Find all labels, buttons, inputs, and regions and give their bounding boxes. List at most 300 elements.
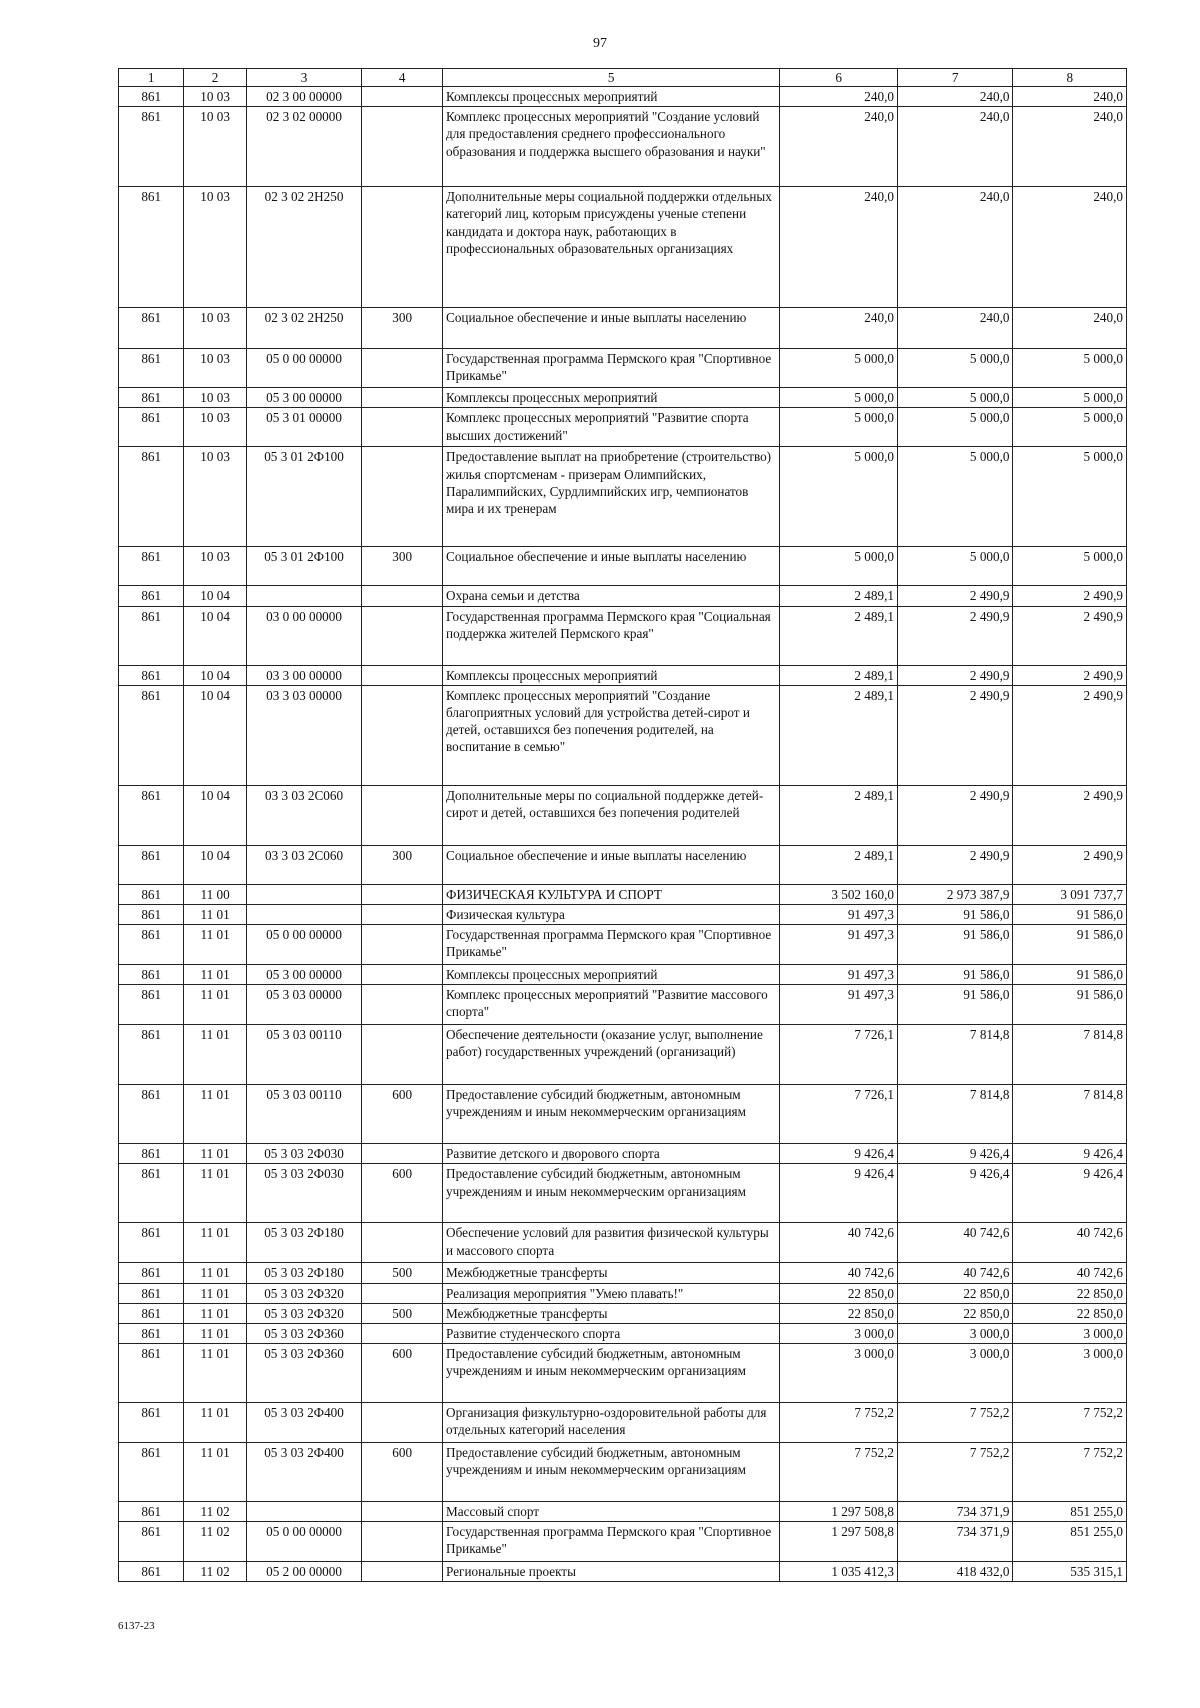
target-article-cell: 02 3 00 00000	[246, 87, 362, 107]
table-row	[119, 1403, 1127, 1443]
section-code-cell: 10 03	[184, 187, 246, 308]
expense-type-cell	[362, 1403, 443, 1443]
target-article-cell: 05 3 03 2Ф400	[246, 1443, 362, 1502]
amount-cell-year2: 91 586,0	[897, 925, 1013, 965]
amount-cell-year3: 3 000,0	[1013, 1344, 1127, 1403]
target-article-cell: 05 3 03 2Ф180	[246, 1223, 362, 1263]
target-article-cell: 05 3 01 00000	[246, 408, 362, 447]
ved-code-cell: 861	[119, 1303, 184, 1323]
description-cell: Предоставление субсидий бюджетным, автономным учреждениям и иным некоммерческим организациям	[443, 1164, 780, 1223]
target-article-cell: 05 3 03 2Ф320	[246, 1303, 362, 1323]
amount-cell-year2: 5 000,0	[897, 447, 1013, 547]
description-cell: Физическая культура	[443, 904, 780, 924]
ved-code-cell: 861	[119, 547, 184, 586]
table-row	[119, 1522, 1127, 1562]
section-code-cell: 11 01	[184, 1283, 246, 1303]
description-cell: Реализация мероприятия "Умею плавать!"	[443, 1283, 780, 1303]
section-code-cell: 11 01	[184, 1403, 246, 1443]
amount-cell-year1: 240,0	[780, 87, 898, 107]
column-header: 2	[184, 69, 246, 87]
section-code-cell: 11 01	[184, 925, 246, 965]
amount-cell-year2: 240,0	[897, 308, 1013, 349]
amount-cell-year3: 91 586,0	[1013, 965, 1127, 985]
table-row	[119, 1144, 1127, 1164]
table-row	[119, 685, 1127, 785]
column-header: 8	[1013, 69, 1127, 87]
description-cell: Развитие студенческого спорта	[443, 1323, 780, 1343]
expense-type-cell	[362, 1223, 443, 1263]
amount-cell-year1: 40 742,6	[780, 1223, 898, 1263]
expense-type-cell	[362, 87, 443, 107]
section-code-cell: 10 03	[184, 547, 246, 586]
amount-cell-year1: 3 502 160,0	[780, 884, 898, 904]
section-code-cell: 10 03	[184, 87, 246, 107]
amount-cell-year1: 22 850,0	[780, 1303, 898, 1323]
target-article-cell: 05 3 03 00110	[246, 1025, 362, 1085]
amount-cell-year1: 2 489,1	[780, 685, 898, 785]
target-article-cell: 05 3 01 2Ф100	[246, 447, 362, 547]
table-row	[119, 107, 1127, 187]
ved-code-cell: 861	[119, 408, 184, 447]
section-code-cell: 11 01	[184, 1344, 246, 1403]
description-cell: Социальное обеспечение и иные выплаты населению	[443, 547, 780, 586]
column-header: 3	[246, 69, 362, 87]
page-number: 97	[593, 36, 607, 51]
section-code-cell: 10 03	[184, 388, 246, 408]
table-row	[119, 1223, 1127, 1263]
target-article-cell: 05 3 03 2Ф030	[246, 1144, 362, 1164]
table-body	[119, 87, 1127, 1582]
expense-type-cell	[362, 685, 443, 785]
amount-cell-year3: 7 814,8	[1013, 1025, 1127, 1085]
expense-type-cell: 600	[362, 1344, 443, 1403]
amount-cell-year1: 22 850,0	[780, 1283, 898, 1303]
amount-cell-year2: 7 814,8	[897, 1025, 1013, 1085]
amount-cell-year2: 40 742,6	[897, 1223, 1013, 1263]
amount-cell-year1: 5 000,0	[780, 547, 898, 586]
amount-cell-year2: 240,0	[897, 107, 1013, 187]
expense-type-cell	[362, 965, 443, 985]
description-cell: Межбюджетные трансферты	[443, 1263, 780, 1283]
amount-cell-year3: 240,0	[1013, 87, 1127, 107]
target-article-cell	[246, 884, 362, 904]
amount-cell-year2: 3 000,0	[897, 1344, 1013, 1403]
description-cell: Охрана семьи и детства	[443, 586, 780, 606]
amount-cell-year3: 2 490,9	[1013, 586, 1127, 606]
ved-code-cell: 861	[119, 685, 184, 785]
ved-code-cell: 861	[119, 1502, 184, 1522]
description-cell: Комплекс процессных мероприятий "Развитие спорта высших достижений"	[443, 408, 780, 447]
table-row	[119, 904, 1127, 924]
ved-code-cell: 861	[119, 1025, 184, 1085]
target-article-cell: 05 3 03 00110	[246, 1085, 362, 1144]
ved-code-cell: 861	[119, 1522, 184, 1562]
amount-cell-year3: 2 490,9	[1013, 685, 1127, 785]
target-article-cell: 05 3 00 00000	[246, 388, 362, 408]
description-cell: Комплексы процессных мероприятий	[443, 87, 780, 107]
ved-code-cell: 861	[119, 349, 184, 388]
section-code-cell: 11 01	[184, 965, 246, 985]
amount-cell-year2: 9 426,4	[897, 1164, 1013, 1223]
amount-cell-year1: 7 726,1	[780, 1085, 898, 1144]
amount-cell-year2: 5 000,0	[897, 388, 1013, 408]
section-code-cell: 11 01	[184, 1303, 246, 1323]
column-header: 1	[119, 69, 184, 87]
table-row	[119, 586, 1127, 606]
amount-cell-year3: 22 850,0	[1013, 1303, 1127, 1323]
ved-code-cell: 861	[119, 107, 184, 187]
ved-code-cell: 861	[119, 447, 184, 547]
section-code-cell: 11 01	[184, 1443, 246, 1502]
amount-cell-year2: 2 490,9	[897, 685, 1013, 785]
amount-cell-year1: 7 726,1	[780, 1025, 898, 1085]
amount-cell-year1: 240,0	[780, 107, 898, 187]
target-article-cell: 05 0 00 00000	[246, 1522, 362, 1562]
target-article-cell: 05 3 01 2Ф100	[246, 547, 362, 586]
table-row	[119, 965, 1127, 985]
section-code-cell: 10 03	[184, 107, 246, 187]
amount-cell-year3: 40 742,6	[1013, 1263, 1127, 1283]
table-row	[119, 1303, 1127, 1323]
target-article-cell: 03 3 03 2С060	[246, 845, 362, 884]
amount-cell-year1: 1 297 508,8	[780, 1502, 898, 1522]
column-header: 5	[443, 69, 780, 87]
ved-code-cell: 861	[119, 1323, 184, 1343]
expense-type-cell: 600	[362, 1164, 443, 1223]
amount-cell-year2: 2 490,9	[897, 665, 1013, 685]
amount-cell-year1: 9 426,4	[780, 1164, 898, 1223]
ved-code-cell: 861	[119, 965, 184, 985]
amount-cell-year3: 5 000,0	[1013, 408, 1127, 447]
expense-type-cell	[362, 985, 443, 1025]
target-article-cell	[246, 1502, 362, 1522]
amount-cell-year3: 91 586,0	[1013, 925, 1127, 965]
amount-cell-year3: 535 315,1	[1013, 1562, 1127, 1582]
section-code-cell: 10 04	[184, 606, 246, 665]
amount-cell-year3: 7 752,2	[1013, 1403, 1127, 1443]
amount-cell-year1: 2 489,1	[780, 665, 898, 685]
amount-cell-year3: 7 814,8	[1013, 1085, 1127, 1144]
description-cell: Комплекс процессных мероприятий "Развитие массового спорта"	[443, 985, 780, 1025]
amount-cell-year3: 91 586,0	[1013, 985, 1127, 1025]
expense-type-cell	[362, 1144, 443, 1164]
expense-type-cell: 500	[362, 1263, 443, 1283]
section-code-cell: 10 04	[184, 665, 246, 685]
column-header: 7	[897, 69, 1013, 87]
amount-cell-year1: 91 497,3	[780, 985, 898, 1025]
description-cell: Комплекс процессных мероприятий "Создание благоприятных условий для устройства детей-сирот и детей, оставшихся без попечения родителей, на воспитание в семью"	[443, 685, 780, 785]
expense-type-cell	[362, 606, 443, 665]
amount-cell-year3: 2 490,9	[1013, 606, 1127, 665]
table-row	[119, 884, 1127, 904]
section-code-cell: 10 04	[184, 685, 246, 785]
description-cell: Государственная программа Пермского края "Социальная поддержка жителей Пермского края"	[443, 606, 780, 665]
amount-cell-year2: 7 752,2	[897, 1403, 1013, 1443]
table-row	[119, 606, 1127, 665]
column-header: 4	[362, 69, 443, 87]
header-row	[119, 69, 1127, 87]
amount-cell-year2: 5 000,0	[897, 547, 1013, 586]
amount-cell-year3: 2 490,9	[1013, 665, 1127, 685]
table-row	[119, 785, 1127, 845]
expense-type-cell	[362, 447, 443, 547]
description-cell: Комплексы процессных мероприятий	[443, 665, 780, 685]
amount-cell-year3: 2 490,9	[1013, 785, 1127, 845]
description-cell: Предоставление выплат на приобретение (строительство) жилья спортсменам - призерам Олимпийских, Паралимпийских, Сурдлимпийских игр, чемпионатов мира и их тренерам	[443, 447, 780, 547]
ved-code-cell: 861	[119, 845, 184, 884]
description-cell: Массовый спорт	[443, 1502, 780, 1522]
description-cell: Дополнительные меры социальной поддержки отдельных категорий лиц, которым присуждены ученые степени кандидата и доктора наук, работающих в профессиональных образовательных организациях	[443, 187, 780, 308]
description-cell: Организация физкультурно-оздоровительной работы для отдельных категорий населения	[443, 1403, 780, 1443]
amount-cell-year3: 40 742,6	[1013, 1223, 1127, 1263]
target-article-cell: 05 3 03 2Ф360	[246, 1323, 362, 1343]
expense-type-cell: 300	[362, 547, 443, 586]
expense-type-cell: 300	[362, 308, 443, 349]
amount-cell-year2: 40 742,6	[897, 1263, 1013, 1283]
amount-cell-year2: 418 432,0	[897, 1562, 1013, 1582]
section-code-cell: 11 00	[184, 884, 246, 904]
ved-code-cell: 861	[119, 904, 184, 924]
description-cell: Комплексы процессных мероприятий	[443, 965, 780, 985]
description-cell: Обеспечение деятельности (оказание услуг, выполнение работ) государственных учреждений (организаций)	[443, 1025, 780, 1085]
amount-cell-year1: 2 489,1	[780, 606, 898, 665]
amount-cell-year3: 22 850,0	[1013, 1283, 1127, 1303]
amount-cell-year1: 5 000,0	[780, 408, 898, 447]
amount-cell-year1: 1 297 508,8	[780, 1522, 898, 1562]
ved-code-cell: 861	[119, 1085, 184, 1144]
amount-cell-year2: 5 000,0	[897, 349, 1013, 388]
ved-code-cell: 861	[119, 884, 184, 904]
section-code-cell: 11 01	[184, 1323, 246, 1343]
column-header: 6	[780, 69, 898, 87]
section-code-cell: 11 01	[184, 1223, 246, 1263]
description-cell: Социальное обеспечение и иные выплаты населению	[443, 845, 780, 884]
table-row	[119, 547, 1127, 586]
amount-cell-year2: 2 973 387,9	[897, 884, 1013, 904]
section-code-cell: 11 01	[184, 904, 246, 924]
amount-cell-year1: 3 000,0	[780, 1323, 898, 1343]
table-row	[119, 308, 1127, 349]
target-article-cell: 05 3 03 2Ф400	[246, 1403, 362, 1443]
amount-cell-year3: 851 255,0	[1013, 1502, 1127, 1522]
section-code-cell: 10 03	[184, 408, 246, 447]
expense-type-cell: 300	[362, 845, 443, 884]
ved-code-cell: 861	[119, 187, 184, 308]
ved-code-cell: 861	[119, 1283, 184, 1303]
document-code: 6137-23	[118, 1620, 155, 1632]
ved-code-cell: 861	[119, 1263, 184, 1283]
table-row	[119, 1025, 1127, 1085]
amount-cell-year1: 1 035 412,3	[780, 1562, 898, 1582]
amount-cell-year2: 734 371,9	[897, 1502, 1013, 1522]
amount-cell-year2: 3 000,0	[897, 1323, 1013, 1343]
target-article-cell: 03 0 00 00000	[246, 606, 362, 665]
expense-type-cell	[362, 388, 443, 408]
amount-cell-year1: 240,0	[780, 187, 898, 308]
ved-code-cell: 861	[119, 925, 184, 965]
table-row	[119, 1562, 1127, 1582]
amount-cell-year3: 3 091 737,7	[1013, 884, 1127, 904]
ved-code-cell: 861	[119, 606, 184, 665]
table-row	[119, 388, 1127, 408]
expense-type-cell	[362, 187, 443, 308]
target-article-cell: 05 2 00 00000	[246, 1562, 362, 1582]
amount-cell-year2: 2 490,9	[897, 845, 1013, 884]
amount-cell-year2: 91 586,0	[897, 965, 1013, 985]
table-row	[119, 1283, 1127, 1303]
amount-cell-year3: 240,0	[1013, 107, 1127, 187]
description-cell: Комплекс процессных мероприятий "Создание условий для предоставления среднего профессионального образования и поддержка высшего образования и науки"	[443, 107, 780, 187]
expense-type-cell	[362, 1025, 443, 1085]
section-code-cell: 10 03	[184, 349, 246, 388]
amount-cell-year3: 7 752,2	[1013, 1443, 1127, 1502]
amount-cell-year3: 851 255,0	[1013, 1522, 1127, 1562]
section-code-cell: 11 01	[184, 1025, 246, 1085]
ved-code-cell: 861	[119, 665, 184, 685]
table-row	[119, 447, 1127, 547]
amount-cell-year2: 2 490,9	[897, 586, 1013, 606]
section-code-cell: 11 02	[184, 1562, 246, 1582]
ved-code-cell: 861	[119, 1562, 184, 1582]
budget-table	[118, 68, 1127, 1582]
table-row	[119, 985, 1127, 1025]
amount-cell-year2: 22 850,0	[897, 1303, 1013, 1323]
amount-cell-year2: 734 371,9	[897, 1522, 1013, 1562]
expense-type-cell	[362, 1562, 443, 1582]
amount-cell-year1: 91 497,3	[780, 965, 898, 985]
expense-type-cell: 600	[362, 1443, 443, 1502]
amount-cell-year1: 5 000,0	[780, 349, 898, 388]
amount-cell-year2: 240,0	[897, 187, 1013, 308]
section-code-cell: 11 01	[184, 1263, 246, 1283]
table-row	[119, 1164, 1127, 1223]
section-code-cell: 10 03	[184, 447, 246, 547]
target-article-cell: 02 3 02 2Н250	[246, 308, 362, 349]
section-code-cell: 10 03	[184, 308, 246, 349]
section-code-cell: 11 02	[184, 1522, 246, 1562]
description-cell: Государственная программа Пермского края "Спортивное Прикамье"	[443, 925, 780, 965]
amount-cell-year2: 5 000,0	[897, 408, 1013, 447]
table-row	[119, 1443, 1127, 1502]
ved-code-cell: 861	[119, 1443, 184, 1502]
description-cell: Государственная программа Пермского края "Спортивное Прикамье"	[443, 1522, 780, 1562]
amount-cell-year3: 5 000,0	[1013, 547, 1127, 586]
table-row	[119, 408, 1127, 447]
expense-type-cell	[362, 1522, 443, 1562]
table-row	[119, 1344, 1127, 1403]
target-article-cell: 02 3 02 00000	[246, 107, 362, 187]
target-article-cell: 03 3 00 00000	[246, 665, 362, 685]
description-cell: Развитие детского и дворового спорта	[443, 1144, 780, 1164]
amount-cell-year1: 7 752,2	[780, 1443, 898, 1502]
amount-cell-year3: 2 490,9	[1013, 845, 1127, 884]
description-cell: Государственная программа Пермского края "Спортивное Прикамье"	[443, 349, 780, 388]
expense-type-cell	[362, 665, 443, 685]
target-article-cell: 03 3 03 00000	[246, 685, 362, 785]
amount-cell-year3: 5 000,0	[1013, 349, 1127, 388]
target-article-cell: 05 0 00 00000	[246, 349, 362, 388]
table-row	[119, 665, 1127, 685]
expense-type-cell	[362, 925, 443, 965]
section-code-cell: 10 04	[184, 586, 246, 606]
section-code-cell: 11 01	[184, 1144, 246, 1164]
table-row	[119, 1502, 1127, 1522]
amount-cell-year3: 3 000,0	[1013, 1323, 1127, 1343]
amount-cell-year1: 2 489,1	[780, 785, 898, 845]
amount-cell-year2: 91 586,0	[897, 985, 1013, 1025]
amount-cell-year3: 5 000,0	[1013, 447, 1127, 547]
description-cell: Комплексы процессных мероприятий	[443, 388, 780, 408]
description-cell: Межбюджетные трансферты	[443, 1303, 780, 1323]
expense-type-cell	[362, 408, 443, 447]
expense-type-cell	[362, 1502, 443, 1522]
ved-code-cell: 861	[119, 1144, 184, 1164]
amount-cell-year3: 240,0	[1013, 187, 1127, 308]
description-cell: Социальное обеспечение и иные выплаты населению	[443, 308, 780, 349]
expense-type-cell	[362, 884, 443, 904]
description-cell: Предоставление субсидий бюджетным, автономным учреждениям и иным некоммерческим организациям	[443, 1443, 780, 1502]
amount-cell-year1: 9 426,4	[780, 1144, 898, 1164]
section-code-cell: 11 02	[184, 1502, 246, 1522]
amount-cell-year1: 5 000,0	[780, 388, 898, 408]
amount-cell-year1: 91 497,3	[780, 904, 898, 924]
expense-type-cell	[362, 785, 443, 845]
amount-cell-year3: 9 426,4	[1013, 1144, 1127, 1164]
target-article-cell	[246, 586, 362, 606]
table-row	[119, 925, 1127, 965]
table-row	[119, 845, 1127, 884]
expense-type-cell	[362, 586, 443, 606]
ved-code-cell: 861	[119, 985, 184, 1025]
table-row	[119, 1263, 1127, 1283]
expense-type-cell	[362, 1323, 443, 1343]
ved-code-cell: 861	[119, 1403, 184, 1443]
description-cell: Предоставление субсидий бюджетным, автономным учреждениям и иным некоммерческим организациям	[443, 1344, 780, 1403]
expense-type-cell	[362, 349, 443, 388]
section-code-cell: 10 04	[184, 785, 246, 845]
description-cell: Дополнительные меры по социальной поддержке детей-сирот и детей, оставшихся без попечения родителей	[443, 785, 780, 845]
target-article-cell: 05 0 00 00000	[246, 925, 362, 965]
description-cell: Региональные проекты	[443, 1562, 780, 1582]
amount-cell-year3: 5 000,0	[1013, 388, 1127, 408]
target-article-cell: 02 3 02 2Н250	[246, 187, 362, 308]
table-row	[119, 187, 1127, 308]
target-article-cell: 05 3 03 2Ф320	[246, 1283, 362, 1303]
section-code-cell: 11 01	[184, 985, 246, 1025]
ved-code-cell: 861	[119, 1223, 184, 1263]
amount-cell-year2: 2 490,9	[897, 785, 1013, 845]
expense-type-cell	[362, 904, 443, 924]
expense-type-cell: 500	[362, 1303, 443, 1323]
amount-cell-year1: 5 000,0	[780, 447, 898, 547]
amount-cell-year3: 91 586,0	[1013, 904, 1127, 924]
description-cell: ФИЗИЧЕСКАЯ КУЛЬТУРА И СПОРТ	[443, 884, 780, 904]
amount-cell-year3: 9 426,4	[1013, 1164, 1127, 1223]
description-cell: Предоставление субсидий бюджетным, автономным учреждениям и иным некоммерческим организациям	[443, 1085, 780, 1144]
amount-cell-year1: 3 000,0	[780, 1344, 898, 1403]
amount-cell-year2: 91 586,0	[897, 904, 1013, 924]
amount-cell-year1: 2 489,1	[780, 845, 898, 884]
table-row	[119, 1085, 1127, 1144]
amount-cell-year1: 240,0	[780, 308, 898, 349]
ved-code-cell: 861	[119, 388, 184, 408]
ved-code-cell: 861	[119, 785, 184, 845]
target-article-cell	[246, 904, 362, 924]
amount-cell-year1: 91 497,3	[780, 925, 898, 965]
section-code-cell: 11 01	[184, 1164, 246, 1223]
amount-cell-year3: 240,0	[1013, 308, 1127, 349]
amount-cell-year2: 7 814,8	[897, 1085, 1013, 1144]
